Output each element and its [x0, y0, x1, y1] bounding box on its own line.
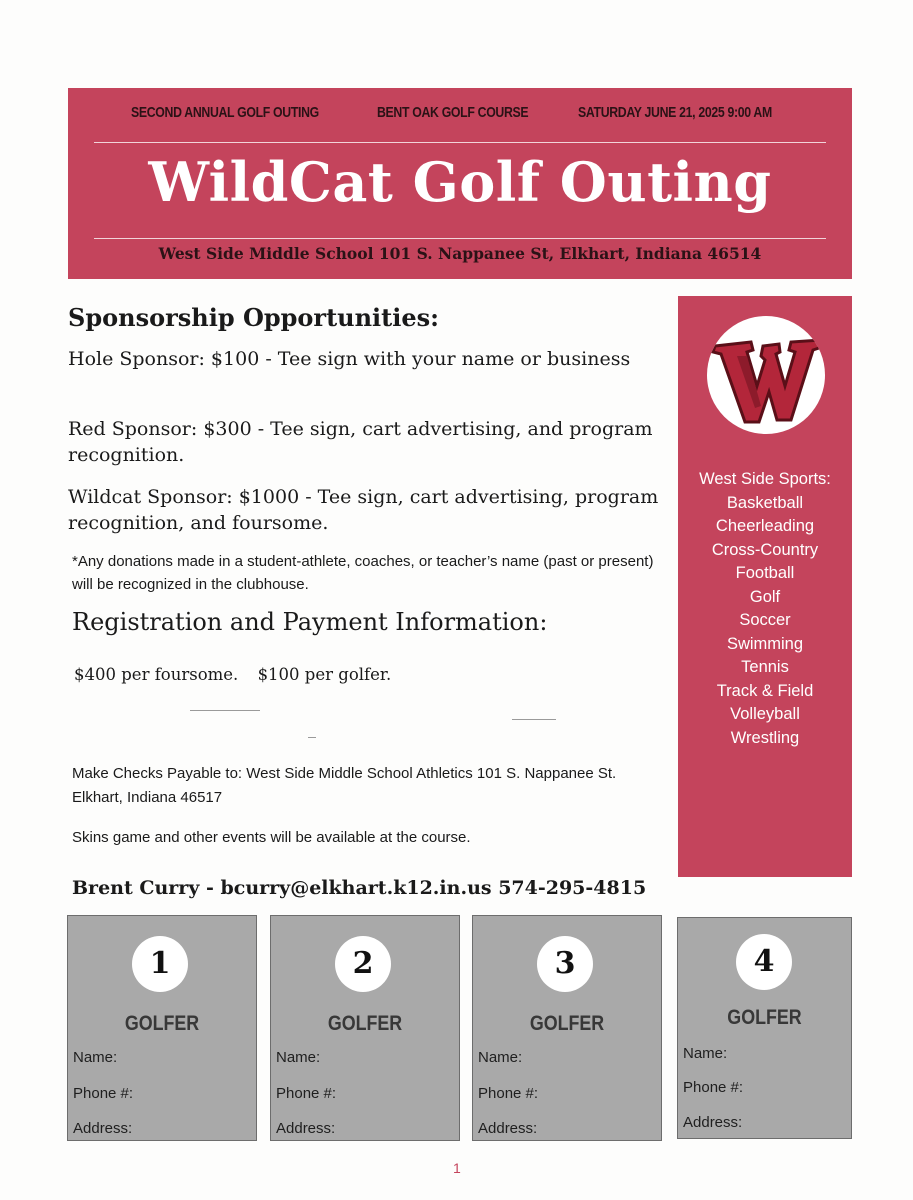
sport-item: Golf: [749, 587, 781, 606]
name-field: Name:: [683, 1045, 728, 1062]
golfer-number-badge: 2: [335, 936, 391, 992]
sport-item: Volleyball: [730, 705, 800, 723]
check-payable-info: Make Checks Payable to: West Side Middle School Athletics 101 S. Nappanee St. Elkhart, Indiana 46517: [72, 765, 617, 806]
red-sponsor-tier: Red Sponsor: $300 - Tee sign, cart advertising, and program recognition.: [68, 418, 653, 466]
page-title: WildCat Golf Outing: [148, 150, 772, 214]
golfer-card-4: [677, 917, 852, 1139]
event-date: SATURDAY JUNE 21, 2025 9:00 AM: [578, 104, 772, 121]
phone-field: Phone #:: [73, 1085, 134, 1102]
phone-field: Phone #:: [276, 1085, 337, 1102]
golfer-label: GOLFER: [124, 1012, 200, 1035]
sport-item: Swimming: [726, 634, 804, 653]
name-field: Name:: [73, 1049, 118, 1066]
sport-item: Wrestling: [730, 728, 800, 747]
skins-game-note: Skins game and other events will be available at the course.: [72, 829, 471, 846]
golfer-number-badge: 1: [132, 936, 188, 992]
name-field: Name:: [478, 1049, 523, 1066]
faded-line: [512, 719, 556, 720]
golfer-card-3: [472, 915, 662, 1141]
page-number: 1: [453, 1160, 461, 1176]
course-name: BENT OAK GOLF COURSE: [377, 104, 529, 121]
golfer-card-1: [67, 915, 257, 1141]
sport-item: Cheerleading: [715, 517, 815, 535]
sport-item: Cross-Country: [711, 540, 819, 559]
phone-field: Phone #:: [478, 1085, 539, 1102]
event-name: SECOND ANNUAL GOLF OUTING: [131, 104, 319, 121]
sport-item: Football: [735, 564, 795, 582]
sport-item: Track & Field: [716, 681, 814, 700]
golfer-number-badge: 4: [736, 934, 792, 990]
golfer-label: GOLFER: [529, 1012, 605, 1035]
contact-info: Brent Curry - bcurry@elkhart.k12.in.us 574-295-4815: [72, 877, 647, 899]
pricing-line: [74, 665, 405, 684]
registration-heading: Registration and Payment Information:: [72, 608, 548, 636]
sports-list: [678, 468, 852, 750]
golfer-label: GOLFER: [327, 1012, 403, 1035]
name-field: Name:: [276, 1049, 321, 1066]
top-rule: [94, 142, 826, 143]
golfer-card-2: [270, 915, 460, 1141]
wildcat-sponsor-tier: Wildcat Sponsor: $1000 - Tee sign, cart advertising, program recognition, and foursome.: [68, 486, 659, 534]
faded-line: [190, 710, 260, 711]
phone-field: Phone #:: [683, 1079, 744, 1096]
sports-heading: West Side Sports:: [699, 470, 831, 488]
school-address: West Side Middle School 101 S. Nappanee St, Elkhart, Indiana 46514: [158, 244, 762, 263]
address-field: Address:: [276, 1120, 336, 1137]
address-field: Address:: [683, 1114, 743, 1131]
golfer-number-badge: 3: [537, 936, 593, 992]
sports-sidebar: [678, 296, 852, 877]
sponsorship-heading: Sponsorship Opportunities:: [68, 303, 440, 332]
sport-item: Soccer: [739, 611, 791, 629]
address-field: Address:: [73, 1120, 133, 1137]
address-field: Address:: [478, 1120, 538, 1137]
foursome-price: $400 per foursome.: [74, 665, 239, 684]
golfer-label: GOLFER: [727, 1006, 802, 1029]
w-logo-icon: [707, 316, 825, 434]
header-banner: [68, 88, 852, 279]
donation-note: *Any donations made in a student-athlete, coaches, or teacher’s name (past or present) will be recognized in the clubhouse.: [72, 553, 654, 593]
sport-item: Tennis: [741, 658, 789, 676]
banner-info-row: [68, 104, 852, 126]
faded-line: [308, 737, 316, 738]
bottom-rule: [94, 238, 826, 239]
wildcat-w-logo: [707, 316, 825, 434]
sport-item: Basketball: [726, 493, 804, 512]
hole-sponsor-tier: Hole Sponsor: $100 - Tee sign with your name or business: [68, 348, 631, 370]
golfer-price: $100 per golfer.: [257, 665, 392, 684]
